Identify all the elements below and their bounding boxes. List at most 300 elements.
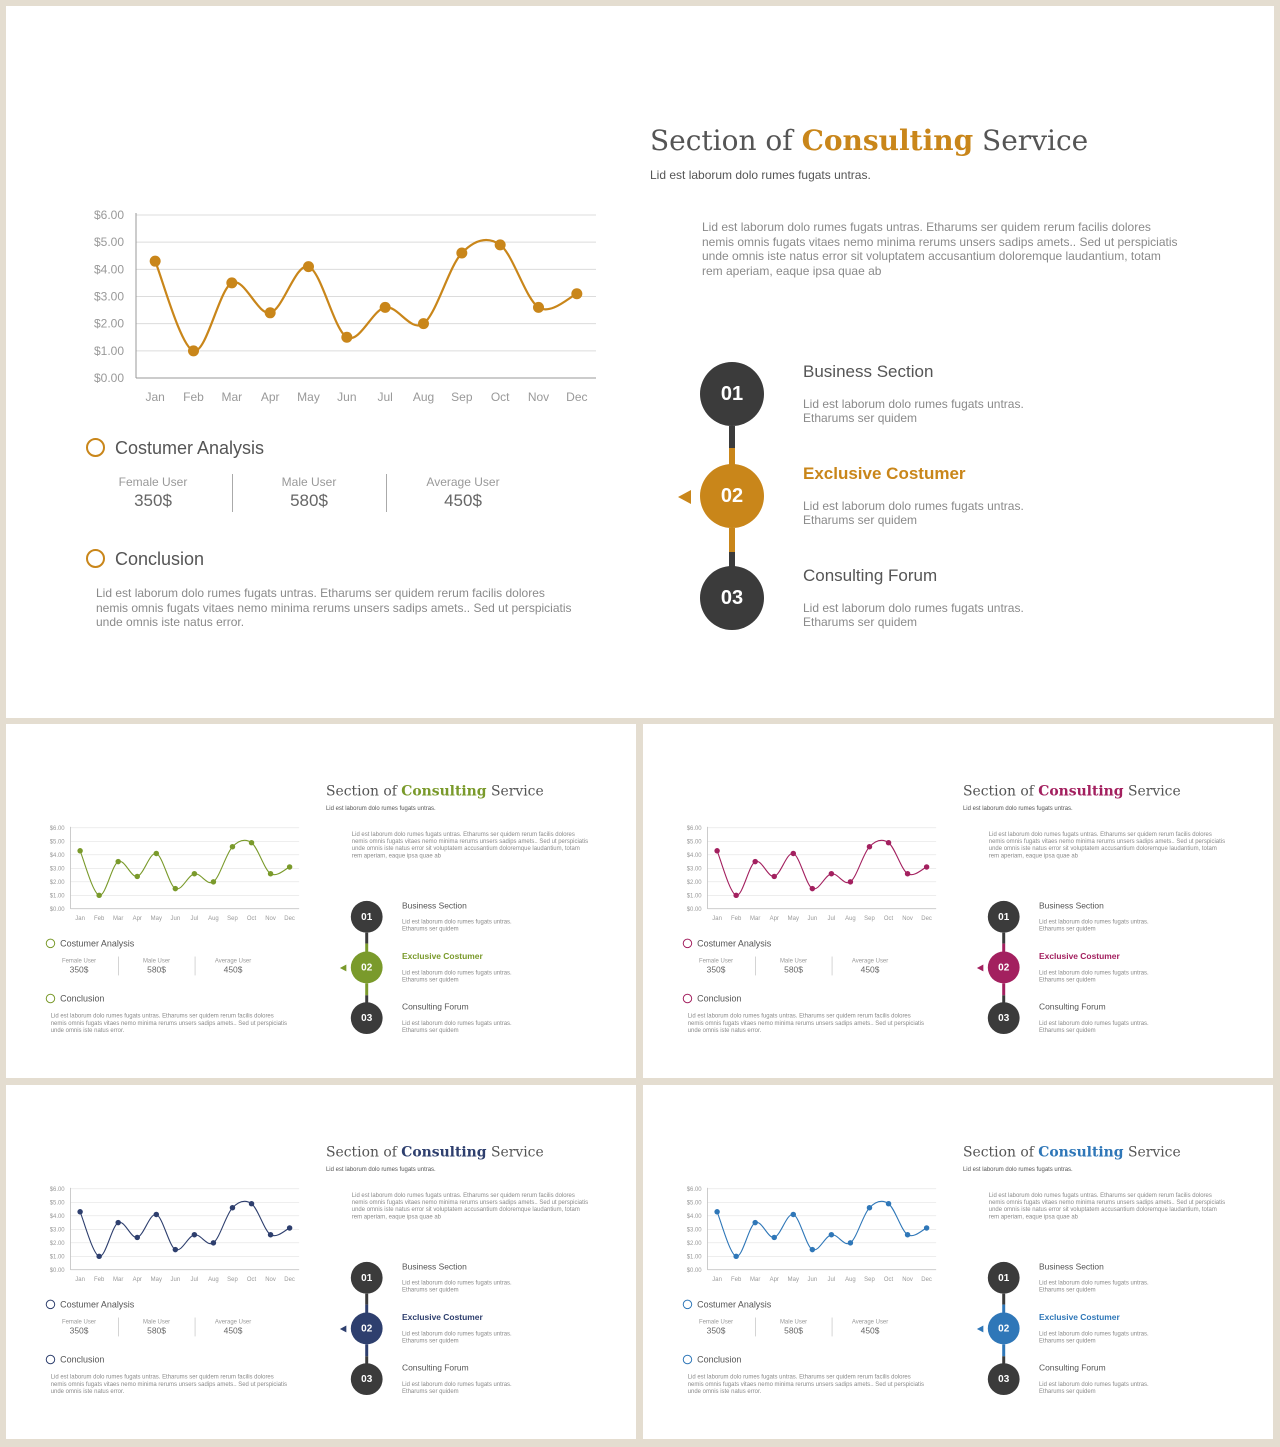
x-tick-label: Jan [75,916,85,923]
active-pointer-icon [340,964,346,971]
stat-female [78,475,228,511]
item-title-business: Business Section [803,362,934,381]
data-point [135,1235,140,1240]
item-desc: Lid est laborum dolo rumes fugats untras. Etharums ser quidem [401,918,512,933]
step-circle-02: 02 [988,1313,1020,1345]
data-point [211,879,216,884]
y-tick-label: $0.00 [686,1267,702,1274]
x-tick-label: Jun [170,916,181,923]
divider [232,474,233,512]
item-desc: Lid est laborum dolo rumes fugats untras. Etharums ser quidem [1038,1279,1149,1294]
stat-value: 450$ [860,964,880,975]
item-desc: Lid est laborum dolo rumes fugats untras. Etharums ser quidem [1038,918,1149,933]
data-point [380,302,391,313]
x-tick-label: Dec [284,1277,295,1284]
x-tick-label: Nov [265,1277,276,1284]
data-point [77,1209,82,1214]
conclusion-text: Lid est laborum dolo rumes fugats untras. Etharums ser quidem rerum facilis dolores nemis omnis fugats vitaes nemo minima rerums unsers sadips amets.. Sed ut perspiciatis unde omnis iste natus error. [687,1373,924,1395]
stat-value: 350$ [134,491,172,510]
title-accent: Consulting [401,1143,487,1161]
circle-bullet-icon [683,994,692,1003]
intro-paragraph: Lid est laborum dolo rumes fugats untras. Etharums ser quidem rerum facilis dolores nemis omnis fugats vitaes nemo minima rerums unsers sadips amets.. Sed ut perspiciatis unde omnis iste natus error sit voluptatem accusantium doloremque laudantium, totam rem aperiam, eaque ipsa quae ab [351,830,589,859]
stat-label: Average User [426,475,500,489]
x-tick-label: Apr [769,916,779,923]
data-point [268,871,273,876]
data-point [230,1205,235,1210]
data-point [791,1212,796,1217]
data-point [791,851,796,856]
data-point [867,1205,872,1210]
x-tick-label: Dec [284,916,295,923]
y-tick-label: $6.00 [49,825,65,832]
line-chart [46,1181,304,1285]
item-title-forum: Consulting Forum [1038,1002,1106,1012]
item-desc: Lid est laborum dolo rumes fugats untras. Etharums ser quidem [1038,1019,1149,1034]
item-title-forum: Consulting Forum [1038,1363,1106,1373]
stat-label: Male User [779,1318,808,1325]
intro-paragraph: Lid est laborum dolo rumes fugats untras. Etharums ser quidem rerum facilis dolores nemis omnis fugats vitaes nemo minima rerums unsers sadips amets.. Sed ut perspiciatis unde omnis iste natus error sit voluptatem accusantium doloremque laudantium, totam rem aperiam, eaque ipsa quae ab [351,1191,589,1220]
x-tick-label: Apr [260,390,280,404]
slide-magenta [643,724,1273,1078]
data-point [733,893,738,898]
stat-male [234,475,384,511]
item-desc: Lid est laborum dolo rumes fugats untras. Etharums ser quidem [803,601,1024,629]
x-tick-label: Jun [337,390,357,404]
stat-average [833,1318,908,1336]
data-point [265,307,276,318]
x-tick-label: Dec [921,1277,932,1284]
title-accent: Consulting [1038,1143,1124,1161]
series-line [717,840,927,895]
y-tick-label: $0.00 [93,371,124,385]
x-tick-label: Sep [864,1277,875,1284]
x-tick-label: Jul [827,1277,836,1284]
y-tick-label: $0.00 [49,1267,65,1274]
stat-male [756,1318,831,1336]
x-tick-label: Jun [170,1277,181,1284]
circle-bullet-icon [683,1300,692,1309]
data-point [268,1232,273,1237]
data-point [211,1240,216,1245]
item-title-forum: Consulting Forum [401,1363,469,1373]
data-point [135,874,140,879]
stat-value: 450$ [860,1325,880,1336]
data-point [733,1254,738,1259]
series-line [155,240,577,351]
x-tick-label: May [150,916,162,923]
y-tick-label: $4.00 [49,1213,65,1220]
step-circle-02: 02 [351,1313,383,1345]
intro-paragraph: Lid est laborum dolo rumes fugats untras. Etharums ser quidem rerum facilis dolores nemis omnis fugats vitaes nemo minima rerums unsers sadips amets.. Sed ut perspiciatis unde omnis iste natus error sit voluptatem accusantium doloremque laudantium, totam rem aperiam, eaque ipsa quae ab [988,1191,1226,1220]
timeline-connector [1002,983,1005,995]
data-point [249,840,254,845]
step-circle-03: 03 [351,1363,383,1395]
y-tick-label: $3.00 [49,866,65,873]
series-line [80,1201,290,1256]
x-tick-label: Jul [190,916,199,923]
y-tick-label: $0.00 [686,906,702,913]
series-line [717,1201,927,1256]
x-tick-label: May [297,390,320,404]
data-point [96,893,101,898]
stat-female [679,1318,754,1336]
data-point [810,886,815,891]
slide-subtitle: Lid est laborum dolo rumes fugats untras. [962,804,1073,812]
x-tick-label: Jan [75,1277,85,1284]
data-point [924,1225,929,1230]
y-tick-label: $2.00 [49,879,65,886]
x-tick-label: Jan [145,390,165,404]
x-tick-label: Oct [246,916,257,923]
step-circle-01: 01 [351,901,383,933]
step-circle-02: 02 [988,952,1020,984]
stat-value: 350$ [69,1325,89,1336]
slide-title: Section of Consulting Service [962,782,1181,800]
item-title-business: Business Section [401,1261,467,1272]
item-desc: Lid est laborum dolo rumes fugats untras. Etharums ser quidem [803,499,1024,527]
stat-value: 350$ [69,964,89,975]
stat-label: Female User [118,475,188,489]
stat-label: Average User [851,957,889,964]
y-tick-label: $6.00 [686,1186,702,1193]
x-tick-label: Oct [883,1277,894,1284]
data-point [226,277,237,288]
data-point [303,261,314,272]
item-title-business: Business Section [1038,900,1104,911]
x-tick-label: Jun [807,916,818,923]
stat-label: Male User [779,957,808,964]
item-title-business: Business Section [1038,1261,1104,1272]
x-tick-label: Jul [827,916,836,923]
item-title-exclusive: Exclusive Costumer [1038,951,1120,961]
data-point [77,848,82,853]
data-point [714,848,719,853]
stat-male [119,957,194,975]
data-point [752,1220,757,1225]
x-tick-label: Dec [566,390,588,404]
item-desc: Lid est laborum dolo rumes fugats untras. Etharums ser quidem [1038,968,1149,983]
active-pointer-icon [678,490,691,504]
y-tick-label: $1.00 [49,893,65,900]
timeline-connector [365,933,368,944]
y-tick-label: $3.00 [49,1227,65,1234]
y-tick-label: $6.00 [686,825,702,832]
y-tick-label: $3.00 [686,1227,702,1234]
y-tick-label: $2.00 [93,316,124,331]
stat-value: 580$ [290,491,328,510]
series-line [80,840,290,895]
y-tick-label: $4.00 [686,852,702,859]
x-tick-label: Aug [845,1277,856,1284]
data-point [495,239,506,250]
x-tick-label: Oct [246,1277,257,1284]
data-point [848,879,853,884]
y-tick-label: $5.00 [49,1200,65,1207]
circle-bullet-icon [683,939,692,948]
item-title-forum: Consulting Forum [803,566,938,585]
circle-bullet-icon [86,438,105,457]
stat-value: 350$ [706,1325,726,1336]
data-point [150,256,161,267]
circle-bullet-icon [86,549,105,568]
x-tick-label: Jan [712,916,722,923]
circle-bullet-icon [46,939,55,948]
conclusion-heading: Conclusion [46,994,105,1004]
timeline-connector [365,983,368,995]
data-point [905,871,910,876]
x-tick-label: Jan [712,1277,722,1284]
x-tick-label: Mar [113,916,124,923]
y-tick-label: $5.00 [49,839,65,846]
circle-bullet-icon [46,1300,55,1309]
y-tick-label: $0.00 [49,906,65,913]
timeline-connector [1002,1344,1005,1356]
timeline-connector [729,528,735,552]
analysis-heading: Costumer Analysis [46,939,134,949]
y-tick-label: $1.00 [93,343,124,358]
conclusion-text: Lid est laborum dolo rumes fugats untras. Etharums ser quidem rerum facilis dolores nemis omnis fugats vitaes nemo minima rerums unsers sadips amets.. Sed ut perspiciatis unde omnis iste natus error. [50,1012,287,1034]
line-chart [683,1181,941,1285]
slide-blue [643,1085,1273,1439]
x-tick-label: May [787,916,799,923]
circle-bullet-icon [46,1355,55,1364]
data-point [867,844,872,849]
y-tick-label: $4.00 [49,852,65,859]
step-circle-01: 01 [988,1262,1020,1294]
y-tick-label: $2.00 [686,879,702,886]
data-point [96,1254,101,1259]
slide-subtitle: Lid est laborum dolo rumes fugats untras. [962,1165,1073,1173]
analysis-heading: Costumer Analysis [683,1300,771,1310]
stat-average [388,475,538,511]
item-title-exclusive: Exclusive Costumer [1038,1312,1120,1322]
data-point [886,840,891,845]
step-circle-03: 03 [351,1002,383,1034]
y-tick-label: $6.00 [49,1186,65,1193]
slide-navy [6,1085,636,1439]
conclusion-heading: Conclusion [683,1355,742,1365]
data-point [905,1232,910,1237]
data-point [772,874,777,879]
item-title-forum: Consulting Forum [401,1002,469,1012]
item-desc: Lid est laborum dolo rumes fugats untras. Etharums ser quidem [401,1380,512,1395]
y-tick-label: $2.00 [49,1240,65,1247]
slide-subtitle: Lid est laborum dolo rumes fugats untras. [325,804,436,812]
stat-value: 580$ [784,1325,803,1336]
x-tick-label: Jul [190,1277,199,1284]
slide-title: Section of Consulting Service [325,782,544,800]
data-point [287,864,292,869]
x-tick-label: Apr [132,1277,142,1284]
conclusion-heading: Conclusion [86,549,204,570]
timeline-connector [729,426,735,448]
line-chart [683,820,941,924]
timeline-connector [1002,933,1005,944]
line-chart [86,200,606,410]
active-pointer-icon [977,1325,983,1332]
data-point [829,871,834,876]
conclusion-text: Lid est laborum dolo rumes fugats untras. Etharums ser quidem rerum facilis dolores nemis omnis fugats vitaes nemo minima rerums unsers sadips amets.. Sed ut perspiciatis unde omnis iste natus error. [687,1012,924,1034]
data-point [829,1232,834,1237]
x-tick-label: Apr [132,916,142,923]
x-tick-label: Nov [265,916,276,923]
step-circle-02: 02 [700,464,764,528]
x-tick-label: Oct [883,916,894,923]
data-point [886,1201,891,1206]
conclusion-text: Lid est laborum dolo rumes fugats untras. Etharums ser quidem rerum facilis dolores nemis omnis fugats vitaes nemo minima rerums unsers sadips amets.. Sed ut perspiciatis unde omnis iste natus error. [50,1373,287,1395]
data-point [752,859,757,864]
x-tick-label: Aug [208,1277,219,1284]
x-tick-label: Feb [94,916,105,923]
stat-average [196,1318,271,1336]
circle-bullet-icon [46,994,55,1003]
x-tick-label: Feb [94,1277,105,1284]
item-desc: Lid est laborum dolo rumes fugats untras. Etharums ser quidem [401,1329,512,1344]
x-tick-label: Apr [769,1277,779,1284]
item-desc: Lid est laborum dolo rumes fugats untras. Etharums ser quidem [401,1019,512,1034]
stat-value: 580$ [147,1325,166,1336]
data-point [714,1209,719,1214]
y-tick-label: $2.00 [686,1240,702,1247]
item-desc: Lid est laborum dolo rumes fugats untras. Etharums ser quidem [803,397,1024,425]
item-title-business: Business Section [401,900,467,911]
stat-label: Male User [142,957,171,964]
step-circle-01: 01 [700,362,764,426]
y-tick-label: $3.00 [93,289,124,304]
item-desc: Lid est laborum dolo rumes fugats untras. Etharums ser quidem [401,968,512,983]
data-point [772,1235,777,1240]
x-tick-label: Aug [412,390,435,404]
x-tick-label: Nov [902,1277,913,1284]
x-tick-label: Oct [490,390,510,404]
data-point [533,302,544,313]
stat-female [42,1318,117,1336]
stat-male [119,1318,194,1336]
stat-female [679,957,754,975]
step-circle-03: 03 [988,1363,1020,1395]
x-tick-label: Jun [807,1277,818,1284]
analysis-heading: Costumer Analysis [46,1300,134,1310]
item-desc: Lid est laborum dolo rumes fugats untras. Etharums ser quidem [1038,1329,1149,1344]
data-point [230,844,235,849]
stat-female [42,957,117,975]
data-point [848,1240,853,1245]
slide-subtitle: Lid est laborum dolo rumes fugats untras. [325,1165,436,1173]
slide-gold [6,6,1274,718]
timeline-connector [365,1344,368,1356]
data-point [810,1247,815,1252]
x-tick-label: Mar [750,1277,761,1284]
x-tick-label: Feb [731,916,742,923]
stat-value: 350$ [706,964,726,975]
data-point [192,871,197,876]
step-circle-01: 01 [351,1262,383,1294]
stat-label: Female User [61,957,97,964]
x-tick-label: May [787,1277,799,1284]
data-point [341,332,352,343]
x-tick-label: Sep [227,1277,238,1284]
slide-title: Section of Consulting Service [962,1143,1181,1161]
x-tick-label: Sep [864,916,875,923]
analysis-heading: Costumer Analysis [86,438,264,459]
y-tick-label: $1.00 [49,1254,65,1261]
x-tick-label: Aug [208,916,219,923]
y-tick-label: $3.00 [686,866,702,873]
stat-label: Average User [214,1318,252,1325]
circle-bullet-icon [683,1355,692,1364]
data-point [115,1220,120,1225]
title-accent: Consulting [401,782,487,800]
timeline-connector [365,1294,368,1305]
item-title-exclusive: Exclusive Costumer [803,464,966,483]
item-desc: Lid est laborum dolo rumes fugats untras. Etharums ser quidem [401,1279,512,1294]
stat-average [833,957,908,975]
y-tick-label: $1.00 [686,1254,702,1261]
x-tick-label: Mar [221,390,243,404]
data-point [115,859,120,864]
y-tick-label: $6.00 [93,208,124,222]
x-tick-label: Aug [845,916,856,923]
stat-label: Female User [698,1318,734,1325]
active-pointer-icon [977,964,983,971]
y-tick-label: $5.00 [686,1200,702,1207]
slide-green [6,724,636,1078]
stat-value: 580$ [147,964,166,975]
x-tick-label: Dec [921,916,932,923]
item-title-exclusive: Exclusive Costumer [401,1312,483,1322]
stat-label: Average User [851,1318,889,1325]
data-point [188,345,199,356]
line-chart [46,820,304,924]
conclusion-text: Lid est laborum dolo rumes fugats untras. Etharums ser quidem rerum facilis dolores nemis omnis fugats vitaes nemo minima rerums unsers sadips amets.. Sed ut perspiciatis unde omnis iste natus error. [96,586,572,629]
stat-average [196,957,271,975]
x-tick-label: Feb [731,1277,742,1284]
intro-paragraph: Lid est laborum dolo rumes fugats untras. Etharums ser quidem rerum facilis dolores nemis omnis fugats vitaes nemo minima rerums unsers sadips amets.. Sed ut perspiciatis unde omnis iste natus error sit voluptatem accusantium doloremque laudantium, totam rem aperiam, eaque ipsa quae ab [988,830,1226,859]
step-circle-03: 03 [700,566,764,630]
item-desc: Lid est laborum dolo rumes fugats untras. Etharums ser quidem [1038,1380,1149,1395]
slide-title: Section of Consulting Service [325,1143,544,1161]
divider [386,474,387,512]
x-tick-label: Jul [377,390,393,404]
stat-label: Male User [281,475,337,489]
x-tick-label: Sep [227,916,238,923]
y-tick-label: $4.00 [93,262,124,277]
step-circle-03: 03 [988,1002,1020,1034]
data-point [154,1212,159,1217]
y-tick-label: $1.00 [686,893,702,900]
y-tick-label: $5.00 [686,839,702,846]
x-tick-label: Nov [902,916,913,923]
conclusion-heading: Conclusion [46,1355,105,1365]
y-tick-label: $4.00 [686,1213,702,1220]
x-tick-label: Mar [750,916,761,923]
x-tick-label: May [150,1277,162,1284]
stat-label: Male User [142,1318,171,1325]
y-tick-label: $5.00 [93,235,124,250]
active-pointer-icon [340,1325,346,1332]
analysis-heading: Costumer Analysis [683,939,771,949]
stat-value: 450$ [444,491,482,510]
step-circle-02: 02 [351,952,383,984]
title-accent: Consulting [801,124,974,157]
conclusion-heading: Conclusion [683,994,742,1004]
timeline-connector [1002,1294,1005,1305]
data-point [154,851,159,856]
x-tick-label: Feb [183,390,204,404]
data-point [173,886,178,891]
data-point [249,1201,254,1206]
stat-male [756,957,831,975]
